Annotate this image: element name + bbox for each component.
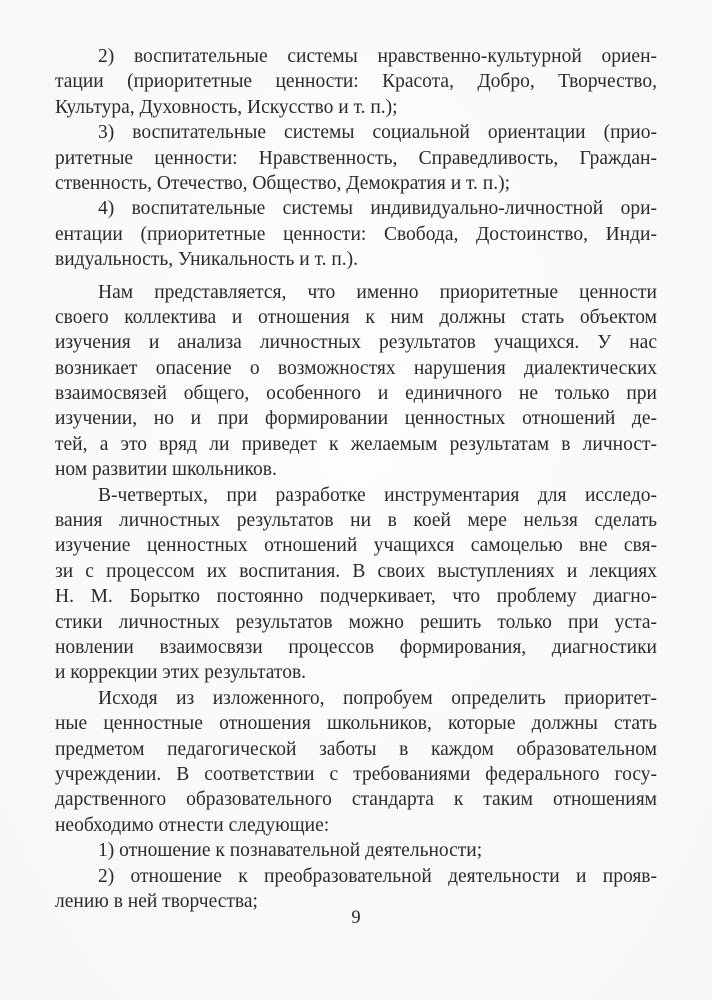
page-text: [55, 44, 657, 914]
text-line: вания личностных результатов ни в коей мере нельзя сделать: [55, 510, 657, 532]
text-line: своего коллектива и отношения к ним должны стать объектом: [55, 306, 657, 328]
text-line: Культура, Духовность, Искусство и т. п.);: [55, 96, 398, 118]
text-line: необходимо отнести следующие:: [55, 814, 330, 836]
paragraph-7: [55, 838, 657, 863]
text-line: Н. М. Борытко постоянно подчеркивает, что проблему диагно-: [55, 586, 657, 608]
text-line: 2) отношение к преобразовательной деятельности и прояв-: [98, 865, 657, 887]
text-line: изучение ценностных отношений учащихся самоцелью вне свя-: [55, 535, 657, 557]
text-line: ритетные ценности: Нравственность, Справедливость, Граждан-: [55, 147, 657, 169]
text-line: Исходя из изложенного, попробуем определить приоритет-: [98, 687, 657, 709]
text-line: тации (приоритетные ценности: Красота, Добро, Творчество,: [55, 71, 657, 93]
text-line: ентации (приоритетные ценности: Свобода, Достоинство, Инди-: [55, 223, 657, 245]
text-line: 3) воспитательные системы социальной ориентации (прио-: [98, 122, 657, 144]
paragraph-8: [55, 864, 657, 915]
text-line: возникает опасение о возможностях нарушения диалектических: [55, 357, 657, 379]
paragraph-1: [55, 44, 657, 120]
text-line: учреждении. В соответствии с требованиями федерального госу-: [55, 763, 657, 785]
paragraph-2: [55, 120, 657, 196]
paragraph-6: [55, 686, 657, 838]
page-number: 9: [351, 908, 361, 928]
text-line: изучения и анализа личностных результатов учащихся. У нас: [55, 332, 657, 354]
paragraph-3: [55, 196, 657, 272]
text-line: ные ценностные отношения школьников, которые должны стать: [55, 713, 657, 735]
text-line: изучении, но и при формировании ценностных отношений де-: [55, 408, 657, 430]
text-line: Нам представляется, что именно приоритетные ценности: [98, 281, 657, 303]
text-line: ном развитии школьников.: [55, 459, 277, 481]
text-line: зи с процессом их воспитания. В своих выступлениях и лекциях: [55, 560, 657, 582]
paragraph-5: [55, 483, 657, 686]
text-line: 1) отношение к познавательной деятельности;: [98, 840, 483, 862]
text-line: новлении взаимосвязи процессов формирования, диагностики: [55, 636, 657, 658]
text-line: 4) воспитательные системы индивидуально-личностной ори-: [98, 198, 657, 220]
text-line: и коррекции этих результатов.: [55, 662, 307, 684]
text-line: видуальность, Уникальность и т. п.).: [55, 249, 359, 271]
text-line: 2) воспитательные системы нравственно-культурной ориен-: [98, 46, 657, 67]
text-line: предметом педагогической заботы в каждом образовательном: [55, 738, 657, 760]
text-line: лению в ней творчества;: [55, 890, 258, 912]
text-line: тей, а это вряд ли приведет к желаемым результатам в личност-: [55, 433, 657, 455]
text-line: стики личностных результатов можно решить только при уста-: [55, 611, 657, 633]
paragraph-4: [55, 280, 657, 483]
text-line: дарственного образовательного стандарта к таким отношениям: [55, 789, 657, 811]
text-line: взаимосвязей общего, особенного и единичного не только при: [55, 383, 657, 405]
text-line: В-четвертых, при разработке инструментария для исследо-: [98, 484, 657, 506]
text-line: ственность, Отечество, Общество, Демократия и т. п.);: [55, 172, 511, 194]
